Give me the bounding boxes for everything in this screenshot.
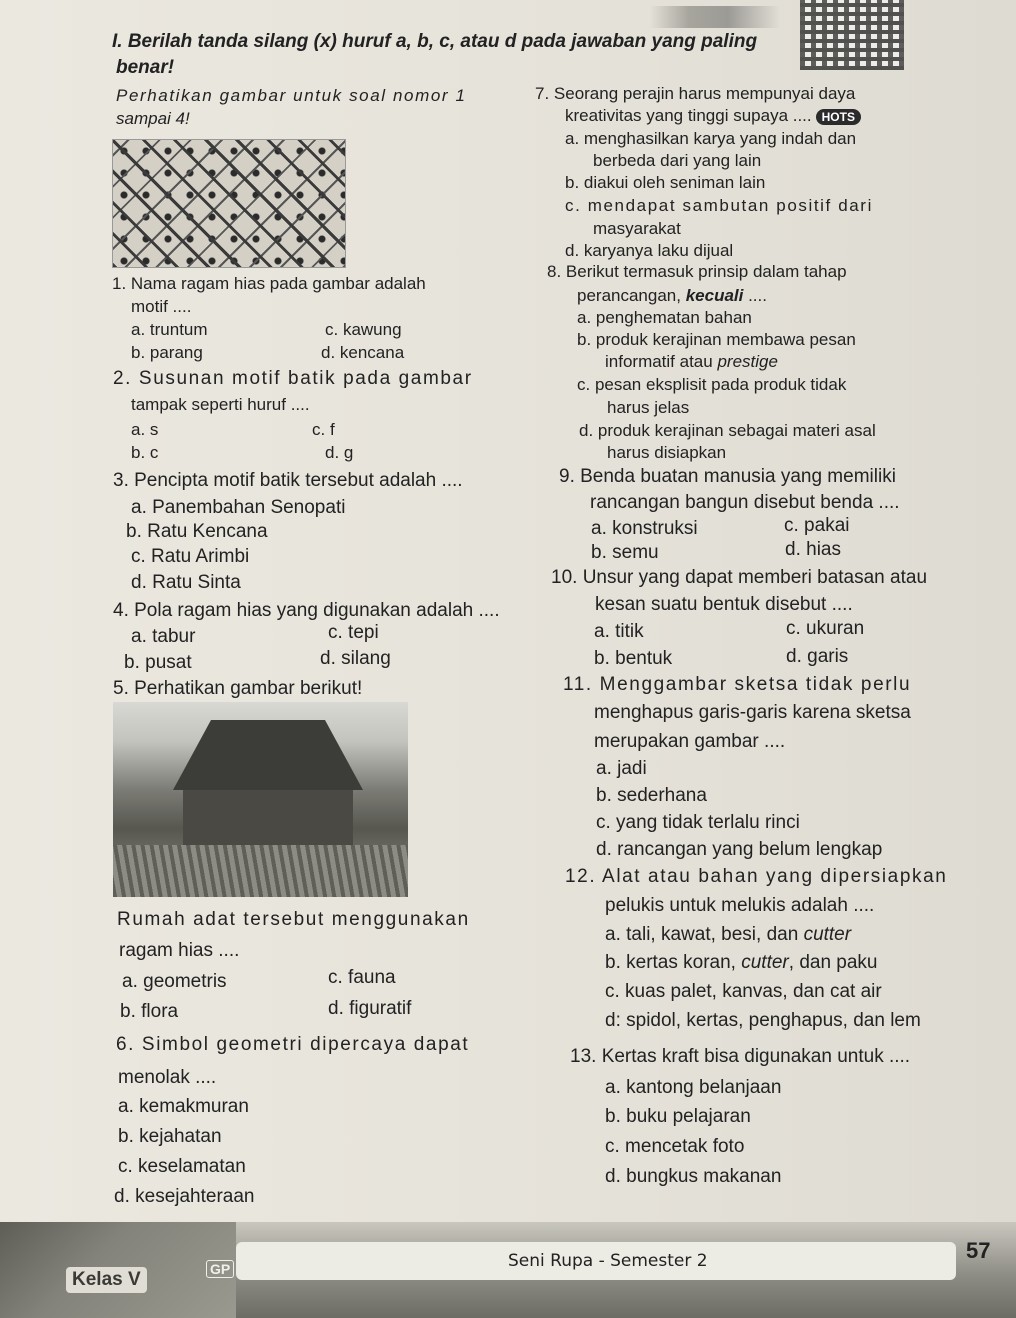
q11-option-d[interactable]: d. rancangan yang belum lengkap (596, 839, 883, 860)
q7-stem-2: kreativitas yang tinggi supaya .... (565, 106, 812, 125)
q6-option-b[interactable]: b. kejahatan (118, 1126, 222, 1147)
q8-option-d[interactable]: d. produk kerajinan sebagai materi asal (579, 421, 876, 440)
q11-option-c[interactable]: c. yang tidak terlalu rinci (596, 812, 800, 833)
q7-option-c[interactable]: c. mendapat sambutan positif dari (565, 196, 873, 215)
q12-option-b[interactable]: b. kertas koran, (605, 952, 742, 973)
page-footer (0, 1222, 1016, 1318)
q11-stem-2: menghapus garis-garis karena sketsa (594, 702, 911, 723)
q9-option-c[interactable]: c. pakai (784, 515, 850, 536)
photo-roof (173, 720, 363, 790)
q13-option-d[interactable]: d. bungkus makanan (605, 1166, 782, 1187)
q5-stem: 5. Perhatikan gambar berikut! (113, 678, 363, 699)
q1-option-b[interactable]: b. parang (131, 343, 203, 362)
q4-option-a[interactable]: a. tabur (131, 626, 196, 647)
q3-stem: 3. Pencipta motif batik tersebut adalah .... (113, 470, 463, 491)
photo-house (183, 790, 353, 845)
q7-option-a[interactable]: a. menghasilkan karya yang indah dan (565, 129, 857, 148)
q2-stem-2: tampak seperti huruf .... (131, 395, 310, 414)
q6-option-a[interactable]: a. kemakmuran (118, 1096, 249, 1117)
q10-option-c[interactable]: c. ukuran (786, 618, 865, 639)
q8-stem-2-prefix: perancangan, (577, 286, 686, 305)
q10-option-d[interactable]: d. garis (786, 646, 849, 667)
q2-option-c[interactable]: c. f (312, 420, 335, 439)
intro-line-1: Perhatikan gambar untuk soal nomor 1 (116, 86, 467, 105)
q13-option-c[interactable]: c. mencetak foto (605, 1136, 745, 1157)
q9-stem: 9. Benda buatan manusia yang memiliki (559, 466, 896, 487)
q6-stem: 6. Simbol geometri dipercaya dapat (116, 1034, 470, 1055)
q2-stem: 2. Susunan motif batik pada gambar (113, 368, 473, 389)
photo-ground (113, 845, 408, 897)
q7-stem: 7. Seorang perajin harus mempunyai daya (535, 84, 856, 103)
footer-title: Seni Rupa - Semester 2 (508, 1251, 708, 1271)
q10-option-b[interactable]: b. bentuk (594, 648, 673, 669)
hots-badge: HOTS (816, 109, 861, 125)
q5-stem-2: Rumah adat tersebut menggunakan (117, 909, 470, 930)
q8-option-b-prestige: prestige (717, 352, 778, 371)
q12-option-c[interactable]: c. kuas palet, kanvas, dan cat air (605, 981, 882, 1002)
intro-line-2: sampai 4! (116, 109, 190, 128)
q2-option-a[interactable]: a. s (131, 420, 159, 439)
q5-option-d[interactable]: d. figuratif (328, 998, 412, 1019)
q9-option-d[interactable]: d. hias (785, 539, 841, 560)
q5-option-c[interactable]: c. fauna (328, 967, 396, 988)
q4-option-d[interactable]: d. silang (320, 648, 391, 669)
q10-stem: 10. Unsur yang dapat memberi batasan atau (551, 567, 928, 588)
page-number: 57 (966, 1238, 991, 1263)
q11-stem: 11. Menggambar sketsa tidak perlu (563, 674, 912, 695)
q12-option-a[interactable]: a. tali, kawat, besi, dan (605, 924, 804, 945)
q11-option-a[interactable]: a. jadi (596, 758, 647, 779)
q5-stem-3: ragam hias .... (119, 940, 240, 961)
q8-option-c[interactable]: c. pesan eksplisit pada produk tidak (577, 375, 847, 394)
q8-stem: 8. Berikut termasuk prinsip dalam tahap (547, 262, 847, 281)
q13-option-a[interactable]: a. kantong belanjaan (605, 1077, 782, 1098)
q9-stem-2: rancangan bangun disebut benda .... (590, 492, 900, 513)
q12-option-a-cutter: cutter (803, 924, 852, 945)
q8-stem-2-suffix: .... (743, 286, 767, 305)
q9-option-b[interactable]: b. semu (591, 542, 659, 563)
q7-option-a-cont: berbeda dari yang lain (593, 151, 762, 170)
q12-option-d[interactable]: d: spidol, kertas, penghapus, dan lem (605, 1010, 921, 1031)
qr-code-image (800, 0, 904, 70)
instruction-line-2: benar! (116, 57, 175, 78)
q8-stem-2-kecuali: kecuali (685, 286, 744, 305)
q8-option-c-cont: harus jelas (607, 398, 690, 417)
q8-option-b[interactable]: b. produk kerajinan membawa pesan (577, 330, 856, 349)
q4-option-c[interactable]: c. tepi (328, 622, 379, 643)
q2-option-d[interactable]: d. g (325, 443, 354, 462)
q13-option-b[interactable]: b. buku pelajaran (605, 1106, 751, 1127)
q12-stem: 12. Alat atau bahan yang dipersiapkan (565, 866, 948, 887)
q7-option-b[interactable]: b. diakui oleh seniman lain (565, 173, 766, 192)
q1-stem: 1. Nama ragam hias pada gambar adalah (112, 274, 426, 293)
q11-stem-3: merupakan gambar .... (594, 731, 786, 752)
q13-stem: 13. Kertas kraft bisa digunakan untuk .... (570, 1046, 911, 1067)
kelas-label: Kelas V (66, 1267, 147, 1293)
q3-option-c[interactable]: c. Ratu Arimbi (131, 546, 250, 567)
q3-option-a[interactable]: a. Panembahan Senopati (131, 497, 346, 518)
q1-stem-2: motif .... (131, 297, 192, 316)
q4-stem: 4. Pola ragam hias yang digunakan adalah .... (113, 600, 500, 621)
q2-option-b[interactable]: b. c (131, 443, 159, 462)
q1-option-d[interactable]: d. kencana (321, 343, 405, 362)
q6-option-c[interactable]: c. keselamatan (118, 1156, 246, 1177)
q10-stem-2: kesan suatu bentuk disebut .... (595, 594, 853, 615)
q8-option-b-cont: informatif atau (605, 352, 718, 371)
q3-option-b[interactable]: b. Ratu Kencana (126, 521, 268, 542)
q7-option-d[interactable]: d. karyanya laku dijual (565, 241, 734, 260)
q12-stem-2: pelukis untuk melukis adalah .... (605, 895, 875, 916)
q5-option-a[interactable]: a. geometris (122, 971, 227, 992)
q6-option-d[interactable]: d. kesejahteraan (114, 1186, 255, 1207)
instruction-line-1: I. Berilah tanda silang (x) huruf a, b, c, atau d pada jawaban yang paling (112, 31, 758, 52)
top-decoration (650, 6, 780, 28)
q1-option-c[interactable]: c. kawung (325, 320, 402, 339)
q11-option-b[interactable]: b. sederhana (596, 785, 707, 806)
q4-option-b[interactable]: b. pusat (124, 652, 192, 673)
publisher-logo: GP (206, 1260, 234, 1278)
q10-option-a[interactable]: a. titik (594, 621, 644, 642)
q12-option-b-cutter: cutter (741, 952, 789, 973)
q12-option-b-suffix: , dan paku (788, 952, 878, 973)
q6-stem-2: menolak .... (118, 1067, 217, 1088)
rumah-adat-photo (113, 702, 408, 897)
q7-option-c-cont: masyarakat (593, 219, 681, 238)
q3-option-d[interactable]: d. Ratu Sinta (131, 572, 241, 593)
q5-option-b[interactable]: b. flora (120, 1001, 179, 1022)
batik-kawung-pattern-image (112, 139, 346, 268)
q8-option-a[interactable]: a. penghematan bahan (577, 308, 752, 327)
q1-option-a[interactable]: a. truntum (131, 320, 208, 339)
q8-option-d-cont: harus disiapkan (607, 443, 727, 462)
q9-option-a[interactable]: a. konstruksi (591, 518, 698, 539)
